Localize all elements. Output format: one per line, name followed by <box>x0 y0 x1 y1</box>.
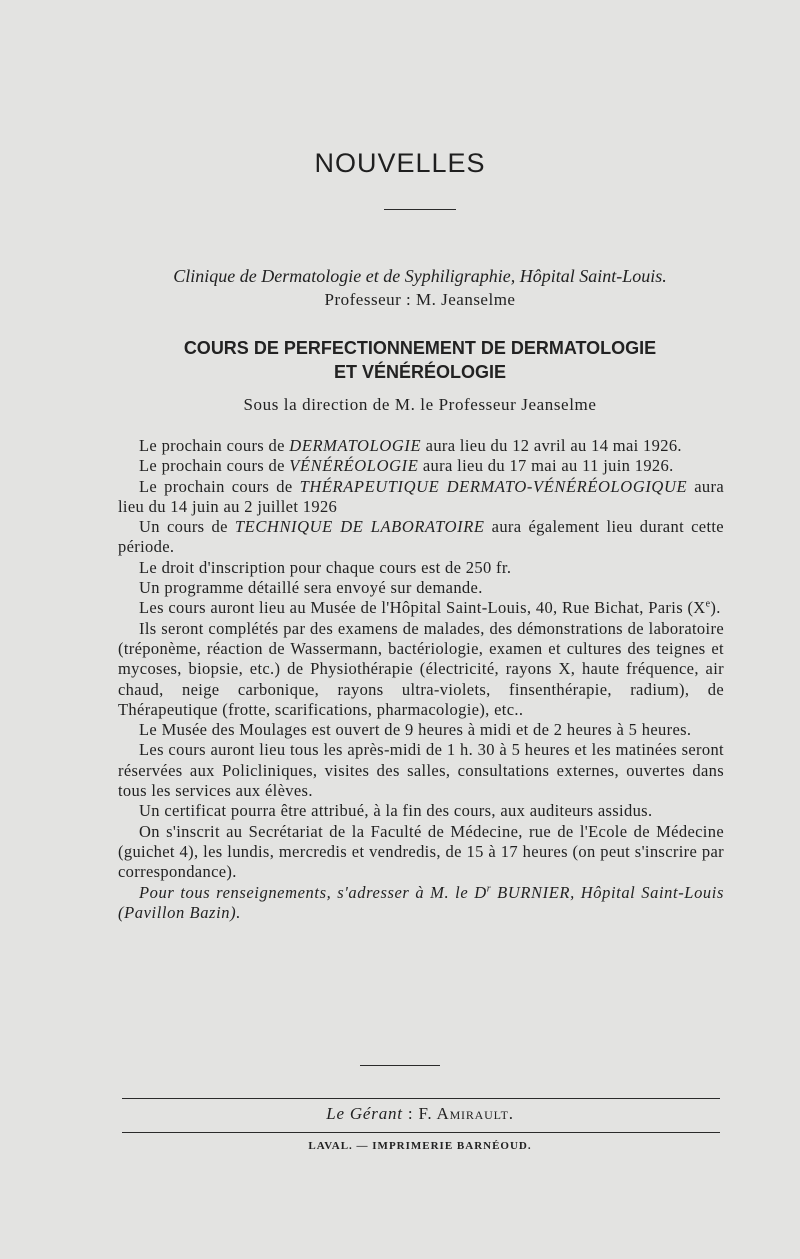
superscript: e <box>705 598 711 610</box>
paragraph-registration: On s'inscrit au Secrétariat de la Faculté de Médecine, rue de l'Ecole de Médecine (guichet 4), les lundis, mercredis et vendredis, de 15 à 17 heures (on peut s'inscrire par correspondance). <box>118 821 724 882</box>
course-name: VÉNÉRÉOLOGIE <box>289 456 419 476</box>
paragraph-technique <box>118 517 724 558</box>
text: aura également lieu durant cette période. <box>118 517 724 557</box>
page-heading: NOUVELLES <box>314 148 486 178</box>
gerant-label: Le Gérant <box>326 1104 403 1123</box>
clinique-line: Clinique de Dermatologie et de Syphiligraphie, Hôpital Saint-Louis. <box>173 266 667 286</box>
superscript: r <box>486 883 492 895</box>
gerant-line <box>120 1104 720 1124</box>
paragraph-contact <box>118 883 724 924</box>
text: ). <box>710 598 721 618</box>
footer-rule-top <box>122 1098 720 1099</box>
printer-imprint: LAVAL. — IMPRIMERIE BARNÉOUD. <box>308 1140 532 1152</box>
text: Un cours de <box>139 517 235 537</box>
announcement-body <box>118 436 724 923</box>
course-title-line-2: ET VÉNÉRÉOLOGIE <box>333 362 507 382</box>
paragraph-musee-hours: Le Musée des Moulages est ouvert de 9 heures à midi et de 2 heures à 5 heures. <box>139 720 692 740</box>
text: Les cours auront lieu au Musée de l'Hôpital Saint-Louis, 40, Rue Bichat, Paris (X <box>139 598 706 618</box>
paragraph-location <box>118 598 724 618</box>
text: aura lieu du 12 avril au 14 mai 1926. <box>421 436 682 455</box>
course-name: DERMATOLOGIE <box>289 436 422 455</box>
paragraph-venereologie <box>118 456 724 476</box>
text: Le prochain cours de <box>139 476 300 496</box>
text: aura lieu du 17 mai au 11 juin 1926. <box>418 456 674 476</box>
paragraph-dermatologie <box>118 436 724 456</box>
text: Le prochain cours de <box>139 456 290 476</box>
paragraph-inscription-fee: Le droit d'inscription pour chaque cours est de 250 fr. <box>139 557 512 577</box>
professeur-line: Professeur : M. Jeanselme <box>324 290 516 309</box>
course-name: TECHNIQUE DE LABORATOIRE <box>234 517 485 537</box>
gerant-name: : F. Amirault. <box>402 1104 514 1123</box>
course-name: THÉRAPEUTIQUE DERMATO-VÉNÉRÉOLOGIQUE <box>299 476 688 496</box>
heading-rule <box>384 209 456 210</box>
text: BURNIER, Hôpital Saint-Louis (Pavillon Bazin). <box>118 882 724 922</box>
text: Le prochain cours de <box>139 436 290 455</box>
paragraph-therapeutique <box>118 477 724 518</box>
paragraph-certificat: Un certificat pourra être attribué, à la fin des cours, aux auditeurs assidus. <box>139 801 653 821</box>
course-title-line-1: COURS DE PERFECTIONNEMENT DE DERMATOLOGIE <box>183 338 657 358</box>
paragraph-programme: Un programme détaillé sera envoyé sur demande. <box>139 578 483 598</box>
text: aura lieu du 14 juin au 2 juillet 1926 <box>118 476 724 516</box>
paragraph-complements: Ils seront complétés par des examens de malades, des démonstrations de laboratoire (tréponème, réaction de Wassermann, bactériologie, examen et cultures des teignes et mycoses, biopsie, etc.) de Physiothérapie (électricité, rayons X, haute fréquence, air chaud, neige carbonique, rayons ultra-violets, finsenthérapie, radium), de Thérapeutique (frotte, scarifications, pharmacologie), etc.. <box>118 618 724 719</box>
course-title <box>0 336 800 384</box>
closing-rule <box>360 1065 440 1066</box>
text: Pour tous renseignements, s'adresser à M. le D <box>139 882 487 902</box>
paragraph-schedule: Les cours auront lieu tous les après-midi de 1 h. 30 à 5 heures et les matinées seront réservées aux Policliniques, visites des salles, consultations externes, ouvertes dans tous les services aux élèves. <box>118 740 724 801</box>
footer-rule-bottom <box>122 1132 720 1133</box>
direction-line: Sous la direction de M. le Professeur Jeanselme <box>243 395 597 414</box>
